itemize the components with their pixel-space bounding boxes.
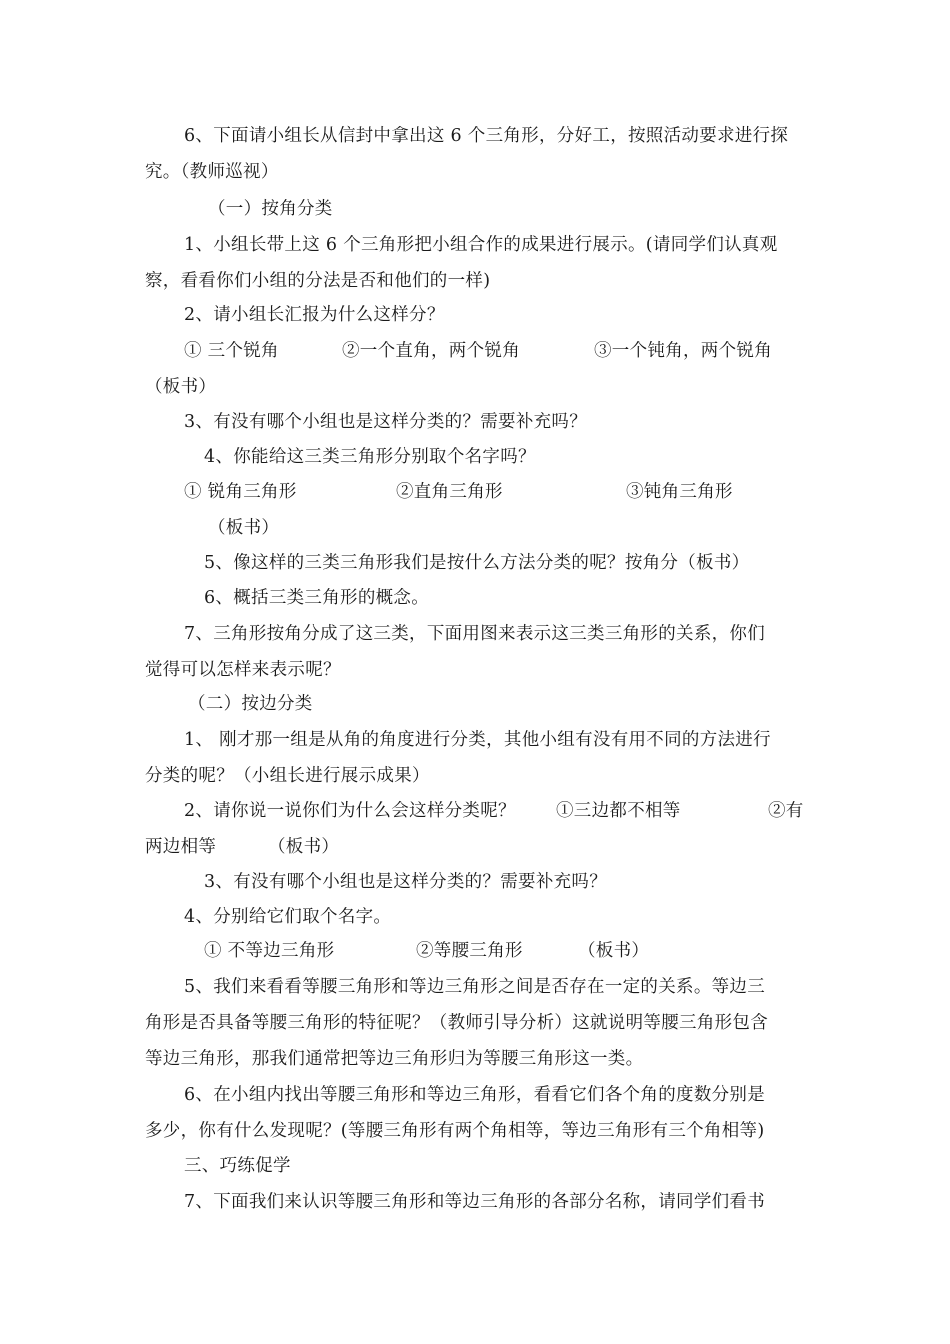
text-line: 究。（教师巡视） [145,162,279,182]
text-line: 6、概括三类三角形的概念。 [204,588,430,608]
text-line: 7、下面我们来认识等腰三角形和等边三角形的各部分名称，请同学们看书 [184,1192,766,1212]
text-line: 多少，你有什么发现呢？(等腰三角形有两个角相等，等边三角形有三个角相等) [145,1121,765,1141]
text-line: 3、有没有哪个小组也是这样分类的？需要补充吗？ [184,412,588,432]
text-line: 察，看看你们小组的分法是否和他们的一样) [145,271,491,291]
text-line: 3、有没有哪个小组也是这样分类的？需要补充吗？ [204,872,608,892]
text-line: 6、下面请小组长从信封中拿出这 6 个三角形，分好工，按照活动要求进行探 [184,126,789,146]
text-line: 等边三角形，那我们通常把等边三角形归为等腰三角形这一类。 [145,1049,644,1069]
text-line: （板书） [208,518,280,538]
text-line: ②直角三角形 [396,482,503,502]
text-line: ① 锐角三角形 [184,482,297,502]
section-heading: 三、巧练促学 [184,1156,291,1176]
text-line: 角形是否具备等腰三角形的特征呢？（教师引导分析）这就说明等腰三角形包含 [145,1013,768,1033]
text-line: ① 不等边三角形 [204,941,335,961]
text-line: 2、请小组长汇报为什么这样分？ [184,305,445,325]
text-line: ③钝角三角形 [626,482,733,502]
text-line: 1、小组长带上这 6 个三角形把小组合作的成果进行展示。(请同学们认真观 [184,235,778,255]
text-line: 5、像这样的三类三角形我们是按什么方法分类的呢？按角分（板书） [204,553,750,573]
text-line: （板书） [268,837,340,857]
text-line: 分类的呢？（小组长进行展示成果） [145,766,430,786]
text-line: 两边相等 [145,837,217,857]
text-line: 7、三角形按角分成了这三类，下面用图来表示这三类三角形的关系，你们 [184,624,766,644]
section-heading: （一）按角分类 [208,199,333,219]
text-line: （板书） [578,941,650,961]
text-line: 觉得可以怎样来表示呢？ [145,660,341,680]
text-line: ③一个钝角，两个锐角 [594,341,772,361]
text-line: 1、 刚才那一组是从角的角度进行分类，其他小组有没有用不同的方法进行 [184,730,771,750]
text-line: ②一个直角，两个锐角 [342,341,520,361]
text-line: 5、我们来看看等腰三角形和等边三角形之间是否存在一定的关系。等边三 [184,977,766,997]
text-line: ①三边都不相等 [556,801,681,821]
text-line: ②有 [768,801,804,821]
text-line: 2、请你说一说你们为什么会这样分类呢？ [184,801,516,821]
text-line: ②等腰三角形 [416,941,523,961]
section-heading: （二）按边分类 [188,694,313,714]
text-line: ① 三个锐角 [184,341,279,361]
text-line: （板书） [145,377,217,397]
text-line: 4、你能给这三类三角形分别取个名字吗？ [204,447,536,467]
text-line: 6、在小组内找出等腰三角形和等边三角形，看看它们各个角的度数分别是 [184,1085,766,1105]
text-line: 4、分别给它们取个名字。 [184,907,392,927]
